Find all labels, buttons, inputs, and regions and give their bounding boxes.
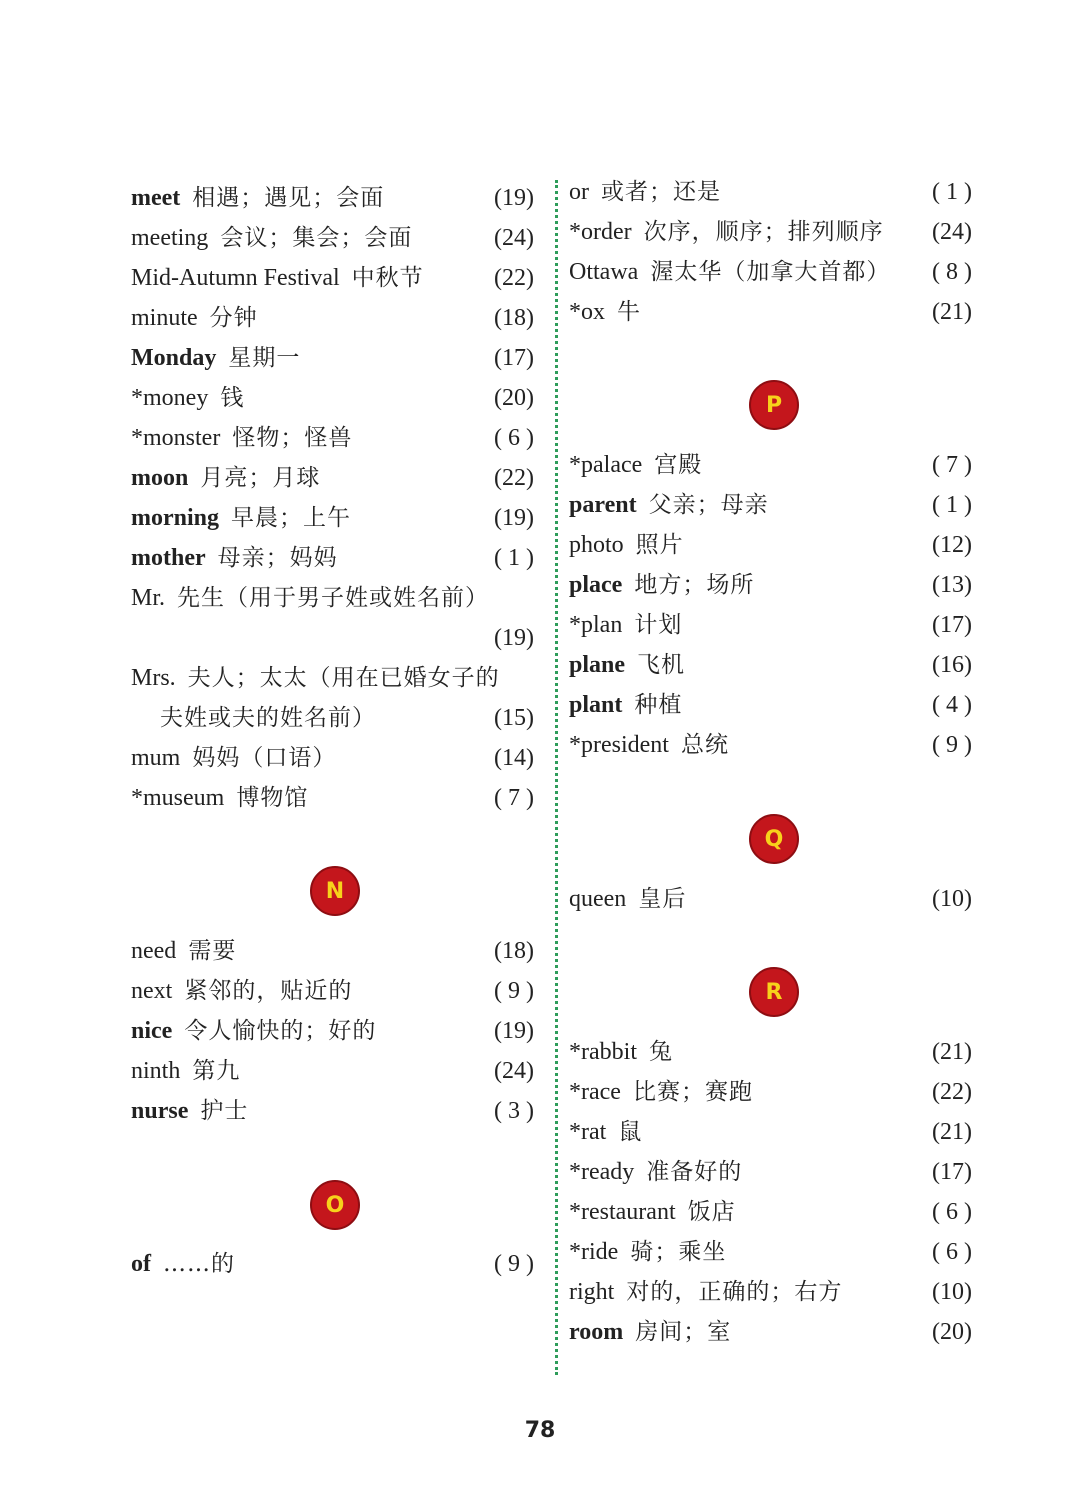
entry-definition: 渥太华（加拿大首都） <box>650 259 891 285</box>
vocab-entry <box>131 418 534 458</box>
page-number: 78 <box>524 1418 556 1443</box>
entry-definition: 月亮；月球 <box>200 465 321 491</box>
entry-word: meeting <box>131 225 209 251</box>
entry-word: *ride <box>569 1239 619 1265</box>
entry-definition: 需要 <box>188 938 237 964</box>
entry-unit-number: (22) <box>932 1079 972 1105</box>
entry-word: or <box>569 179 589 205</box>
vocab-entry <box>569 252 972 292</box>
entry-word: moon <box>131 465 189 491</box>
entry-word: *ox <box>569 299 605 325</box>
entry-definition: 先生（用于男子姓或姓名前） <box>177 585 490 611</box>
entry-unit-number: (13) <box>932 572 972 598</box>
entry-definition: 星期一 <box>228 345 301 371</box>
entry-unit-number: (15) <box>494 705 534 731</box>
vocab-entry <box>131 178 534 218</box>
vocab-entry <box>569 445 972 485</box>
entry-word: *order <box>569 219 632 245</box>
vocab-entry <box>569 485 972 525</box>
entry-unit-number: ( 8 ) <box>932 259 972 285</box>
entry-unit-number: (24) <box>494 1058 534 1084</box>
entry-word: Ottawa <box>569 259 639 285</box>
vocab-entry <box>131 931 534 971</box>
vocab-entry <box>569 565 972 605</box>
entry-definition: 房间；室 <box>635 1319 732 1345</box>
entry-word: meet <box>131 185 181 211</box>
entry-word: parent <box>569 492 637 518</box>
vocab-entry <box>131 1011 534 1051</box>
section-letter-n: N <box>310 866 360 916</box>
vocab-entry <box>569 172 972 212</box>
vocab-entry <box>131 778 534 818</box>
entry-word: *rabbit <box>569 1039 637 1065</box>
entry-word: morning <box>131 505 220 531</box>
entry-definition: 种植 <box>634 692 683 718</box>
entry-word: *monster <box>131 425 221 451</box>
entry-definition: 骑；乘坐 <box>630 1239 727 1265</box>
entry-word: of <box>131 1251 151 1277</box>
vocab-entry <box>131 458 534 498</box>
entry-definition: 对的，正确的；右方 <box>626 1279 843 1305</box>
entry-definition: 地方；场所 <box>634 572 755 598</box>
vocab-entry <box>569 685 972 725</box>
entry-definition: 父亲；母亲 <box>648 492 769 518</box>
entry-unit-number: ( 6 ) <box>932 1199 972 1225</box>
entry-unit-number: (20) <box>932 1319 972 1345</box>
entry-definition: 夫人；太太（用在已婚女子的 <box>187 665 500 691</box>
entry-unit-number: (24) <box>494 225 534 251</box>
entry-word: Mr. <box>131 585 166 611</box>
entry-definition: 照片 <box>635 532 684 558</box>
entry-unit-number: (22) <box>494 265 534 291</box>
entry-word: place <box>569 572 623 598</box>
entry-word: next <box>131 978 173 1004</box>
entry-word: mother <box>131 545 206 571</box>
vocab-entry <box>569 212 972 252</box>
vocab-entry <box>131 618 534 658</box>
entry-definition: 皇后 <box>638 886 687 912</box>
entry-word: photo <box>569 532 624 558</box>
entry-unit-number: (19) <box>494 185 534 211</box>
section-letter-r: R <box>749 967 799 1017</box>
vocab-entry <box>131 538 534 578</box>
entry-unit-number: (17) <box>494 345 534 371</box>
vocab-entry <box>131 218 534 258</box>
vocab-entry <box>569 292 972 332</box>
entry-unit-number: ( 9 ) <box>494 1251 534 1277</box>
entry-unit-number: (18) <box>494 305 534 331</box>
entry-definition: 相遇；遇见；会面 <box>192 185 385 211</box>
entry-word: minute <box>131 305 198 331</box>
entry-unit-number: (16) <box>932 652 972 678</box>
vocab-entry <box>131 1244 534 1284</box>
vocab-entry <box>569 605 972 645</box>
entry-word: *rat <box>569 1119 607 1145</box>
vocab-entry <box>569 1032 972 1072</box>
entry-word: *president <box>569 732 669 758</box>
section-letter-o: O <box>310 1180 360 1230</box>
entry-word: need <box>131 938 177 964</box>
entry-definition: 母亲；妈妈 <box>217 545 338 571</box>
entry-word: mum <box>131 745 181 771</box>
entry-definition: 夫姓或夫的姓名前） <box>160 705 376 731</box>
entry-unit-number: ( 6 ) <box>932 1239 972 1265</box>
entry-definition: 分钟 <box>209 305 258 331</box>
entry-word: nice <box>131 1018 173 1044</box>
vocab-entry <box>131 578 534 618</box>
entry-unit-number: ( 7 ) <box>494 785 534 811</box>
entry-unit-number: (21) <box>932 299 972 325</box>
vocab-entry <box>569 525 972 565</box>
entry-unit-number: ( 1 ) <box>932 179 972 205</box>
entry-word: nurse <box>131 1098 189 1124</box>
entry-definition: 怪物；怪兽 <box>232 425 353 451</box>
entry-word: Monday <box>131 345 217 371</box>
entry-unit-number: (19) <box>494 505 534 531</box>
vocab-entry <box>569 1192 972 1232</box>
vocab-entry <box>569 1272 972 1312</box>
vocab-entry <box>569 1312 972 1352</box>
entry-unit-number: (24) <box>932 219 972 245</box>
entry-unit-number: (12) <box>932 532 972 558</box>
entry-definition: 次序，顺序；排列顺序 <box>643 219 884 245</box>
entry-definition: 或者；还是 <box>601 179 721 205</box>
vocab-entry <box>131 338 534 378</box>
entry-unit-number: (17) <box>932 612 972 638</box>
entry-definition: 第九 <box>192 1058 241 1084</box>
vocab-entry <box>131 498 534 538</box>
entry-definition: 总统 <box>680 732 729 758</box>
entry-word: *museum <box>131 785 225 811</box>
entry-unit-number: ( 7 ) <box>932 452 972 478</box>
section-letter-p: P <box>749 380 799 430</box>
entry-unit-number: (10) <box>932 886 972 912</box>
entry-word: *money <box>131 385 209 411</box>
vocab-entry <box>131 258 534 298</box>
vocab-entry <box>131 658 534 698</box>
entry-unit-number: ( 6 ) <box>494 425 534 451</box>
section-letter-q: Q <box>749 814 799 864</box>
entry-definition: 饭店 <box>687 1199 736 1225</box>
vocab-entry <box>131 698 534 738</box>
entry-definition: 比赛；赛跑 <box>632 1079 753 1105</box>
vocab-entry <box>131 378 534 418</box>
entry-unit-number: (14) <box>494 745 534 771</box>
vocab-entry <box>569 1112 972 1152</box>
entry-definition: 飞机 <box>637 652 686 678</box>
entry-unit-number: (19) <box>494 1018 534 1044</box>
vocab-entry <box>569 1072 972 1112</box>
entry-unit-number: (18) <box>494 938 534 964</box>
entry-unit-number: (19) <box>494 625 534 651</box>
entry-definition: ……的 <box>163 1251 235 1277</box>
entry-word: plane <box>569 652 626 678</box>
entry-definition: 计划 <box>634 612 683 638</box>
entry-word: plant <box>569 692 623 718</box>
vocab-entry <box>131 971 534 1011</box>
entry-unit-number: (22) <box>494 465 534 491</box>
entry-unit-number: ( 1 ) <box>932 492 972 518</box>
entry-unit-number: (21) <box>932 1119 972 1145</box>
entry-unit-number: ( 9 ) <box>494 978 534 1004</box>
entry-unit-number: (21) <box>932 1039 972 1065</box>
entry-definition: 中秋节 <box>351 265 424 291</box>
entry-unit-number: ( 4 ) <box>932 692 972 718</box>
entry-unit-number: (17) <box>932 1159 972 1185</box>
entry-word: queen <box>569 886 627 912</box>
entry-definition: 妈妈（口语） <box>192 745 337 771</box>
vocab-entry <box>569 645 972 685</box>
vocab-entry <box>131 738 534 778</box>
entry-word: *plan <box>569 612 623 638</box>
entry-definition: 令人愉快的；好的 <box>184 1018 377 1044</box>
entry-unit-number: ( 9 ) <box>932 732 972 758</box>
vocab-entry <box>131 1091 534 1131</box>
entry-definition: 牛 <box>617 299 641 325</box>
vocab-entry <box>569 1232 972 1272</box>
entry-word: *palace <box>569 452 643 478</box>
entry-word: Mrs. <box>131 665 176 691</box>
entry-definition: 鼠 <box>618 1119 643 1145</box>
vocab-entry <box>569 1152 972 1192</box>
vocab-entry <box>569 879 972 919</box>
entry-word: ninth <box>131 1058 181 1084</box>
entry-definition: 会议；集会；会面 <box>220 225 413 251</box>
entry-definition: 兔 <box>648 1039 673 1065</box>
vocab-entry <box>569 725 972 765</box>
entry-definition: 早晨；上午 <box>231 505 352 531</box>
entry-unit-number: ( 1 ) <box>494 545 534 571</box>
entry-word: room <box>569 1319 624 1345</box>
entry-word: *restaurant <box>569 1199 676 1225</box>
entry-word: *race <box>569 1079 621 1105</box>
entry-definition: 博物馆 <box>236 785 309 811</box>
entry-unit-number: ( 3 ) <box>494 1098 534 1124</box>
entry-word: *ready <box>569 1159 635 1185</box>
entry-definition: 宫殿 <box>654 452 703 478</box>
entry-unit-number: (10) <box>932 1279 972 1305</box>
vocab-entry <box>131 1051 534 1091</box>
entry-definition: 护士 <box>200 1098 249 1124</box>
entry-definition: 准备好的 <box>646 1159 743 1185</box>
entry-unit-number: (20) <box>494 385 534 411</box>
vocab-entry <box>131 298 534 338</box>
entry-word: Mid-Autumn Festival <box>131 265 340 291</box>
entry-word: right <box>569 1279 615 1305</box>
entry-definition: 钱 <box>220 385 245 411</box>
column-divider <box>555 180 558 1375</box>
entry-definition: 紧邻的，贴近的 <box>184 978 353 1004</box>
